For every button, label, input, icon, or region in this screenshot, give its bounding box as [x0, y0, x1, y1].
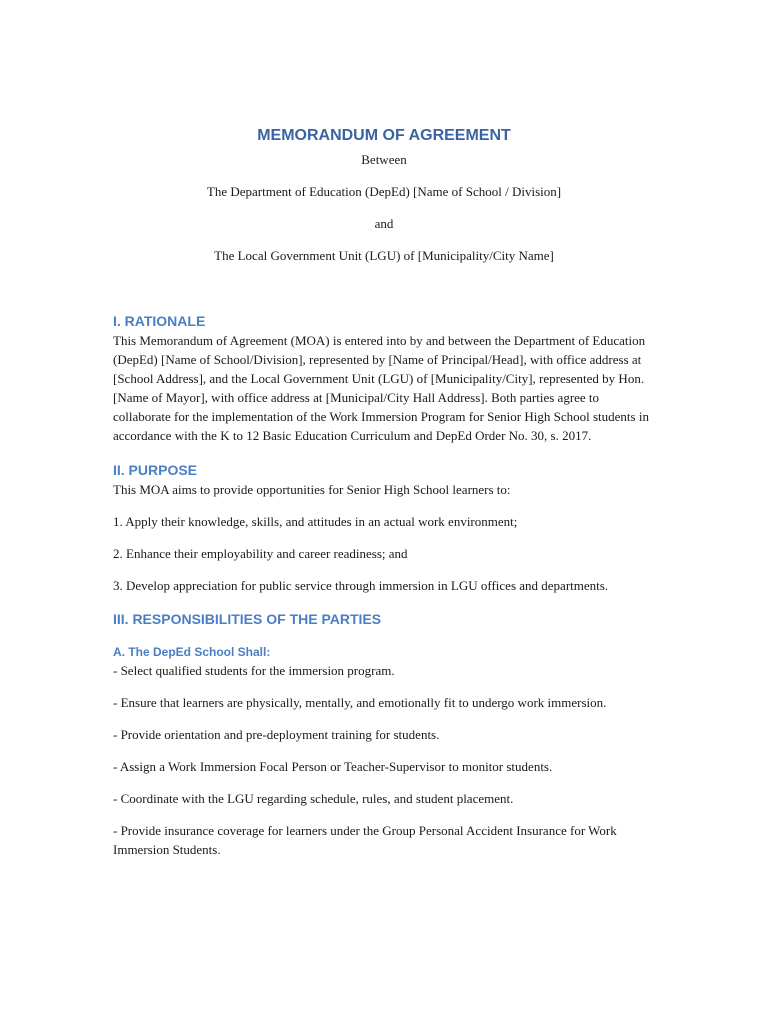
document-page — [113, 124, 655, 859]
rationale-heading: I. RATIONALE — [113, 313, 206, 329]
responsibility-item: - Assign a Work Immersion Focal Person or Teacher-Supervisor to monitor students. — [113, 759, 553, 774]
document-title: MEMORANDUM OF AGREEMENT — [257, 127, 511, 144]
responsibilities-heading: III. RESPONSIBILITIES OF THE PARTIES — [113, 611, 382, 627]
responsibility-item: - Provide insurance coverage for learners under the Group Personal Accident Insurance for Work Immersion Students. — [113, 823, 617, 857]
between-text: Between — [361, 152, 407, 167]
rationale-body: This Memorandum of Agreement (MOA) is entered into by and between the Department of Education (DepEd) [Name of School/Division], represented by [Name of Principal/Head], with office address at [School Address], and the Local Government Unit (LGU) of [Municipality/City], represented by Hon. [Name of Mayor], with office address at [Municipal/City Hall Address]. Both parties agree to collaborate for the implementation of the Work Immersion Program for Senior High School students in accordance with the K to 12 Basic Education Curriculum and DepEd Order No. 30, s. 2017. — [113, 333, 649, 443]
party-lgu: The Local Government Unit (LGU) of [Municipality/City Name] — [214, 248, 554, 263]
deped-school-subheading: A. The DepEd School Shall: — [113, 645, 271, 659]
purpose-item: 3. Develop appreciation for public service through immersion in LGU offices and departments. — [113, 578, 609, 593]
party-deped: The Department of Education (DepEd) [Name of School / Division] — [206, 184, 562, 199]
and-text: and — [374, 216, 394, 231]
purpose-item: 2. Enhance their employability and career readiness; and — [113, 546, 408, 561]
responsibility-item: - Select qualified students for the immersion program. — [113, 663, 395, 678]
purpose-item: 1. Apply their knowledge, skills, and attitudes in an actual work environment; — [113, 514, 518, 529]
responsibility-item: - Provide orientation and pre-deployment training for students. — [113, 727, 440, 742]
purpose-heading: II. PURPOSE — [113, 462, 198, 478]
purpose-intro: This MOA aims to provide opportunities for Senior High School learners to: — [113, 482, 511, 497]
responsibility-item: - Coordinate with the LGU regarding schedule, rules, and student placement. — [113, 791, 514, 806]
responsibility-item: - Ensure that learners are physically, mentally, and emotionally fit to undergo work immersion. — [113, 695, 607, 710]
